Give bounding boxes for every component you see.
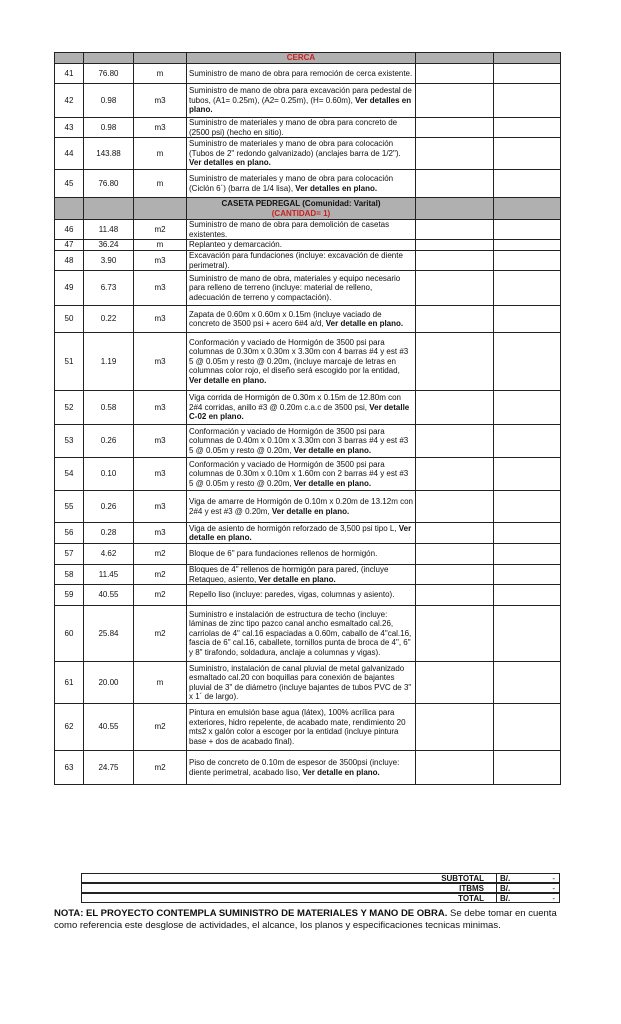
unit: m3 [134, 391, 187, 425]
unit: m2 [134, 606, 187, 662]
unit-price [416, 220, 494, 240]
section-row-caseta [55, 198, 561, 220]
quantity: 20.00 [84, 662, 134, 704]
unit-price [416, 391, 494, 425]
itbms-label: ITBMS [459, 884, 484, 893]
table-row [55, 84, 561, 118]
line-total [494, 425, 561, 458]
line-total [494, 118, 561, 138]
table-row [55, 523, 561, 544]
quantity: 6.73 [84, 271, 134, 306]
quantity: 0.28 [84, 523, 134, 544]
table-row [55, 271, 561, 306]
quantity: 0.26 [84, 491, 134, 523]
description-cell [187, 751, 416, 785]
unit-price [416, 585, 494, 606]
subtotal-value: - [552, 874, 555, 883]
unit: m3 [134, 306, 187, 333]
description-cell [187, 251, 416, 271]
description: Suministro de materiales y mano de obra para concreto de (2500 psi) (hecho en sitio). [189, 118, 398, 137]
description-cell [187, 458, 416, 491]
unit-price [416, 306, 494, 333]
quantity: 3.90 [84, 251, 134, 271]
item-number: 47 [55, 240, 84, 251]
unit: m [134, 662, 187, 704]
table-row [55, 751, 561, 785]
line-total [494, 751, 561, 785]
item-number: 44 [55, 138, 84, 170]
itbms-row [81, 883, 560, 893]
unit: m3 [134, 118, 187, 138]
table-row [55, 240, 561, 251]
section-title-cerca: CERCA [286, 53, 316, 63]
line-total [494, 251, 561, 271]
subtotal-label: SUBTOTAL [441, 874, 484, 883]
quantity: 11.45 [84, 565, 134, 585]
unit-price [416, 704, 494, 751]
description: Zapata de 0.60m x 0.60m x 0.15m (incluye vaciado de concreto de 3500 psi + acero 6#4 a/d, [189, 309, 382, 328]
plan-reference: Ver detalles en plano. [295, 183, 378, 193]
item-number: 50 [55, 306, 84, 333]
table-row [55, 391, 561, 425]
item-number: 53 [55, 425, 84, 458]
item-number: 41 [55, 64, 84, 84]
subtotal-row [81, 873, 560, 883]
line-total [494, 170, 561, 198]
project-note [54, 908, 564, 932]
item-number: 62 [55, 704, 84, 751]
unit-price [416, 751, 494, 785]
plan-reference: Ver detalle C-02 en plano. [189, 402, 410, 422]
description-cell [187, 220, 416, 240]
description: Repello liso (incluye: paredes, vigas, columnas y asiento). [189, 590, 395, 600]
quantity: 76.80 [84, 170, 134, 198]
description: Conformación y vaciado de Hormigón de 3500 psi para columnas de 0.30m x 0.10m x 1.60m con 2 barras #4 y est #3 5 @ 0.05m y resto @ 0.20m, [189, 459, 409, 488]
unit: m2 [134, 544, 187, 565]
description: Conformación y vaciado de Hormigón de 3500 psi para columnas de 0.40m x 0.10m x 3.30m con 3 barras #4 y est #3 5 @ 0.05m y resto @ 0.20m, [189, 426, 409, 455]
unit-price [416, 458, 494, 491]
quantity: 0.22 [84, 306, 134, 333]
line-total [494, 585, 561, 606]
total-label: TOTAL [458, 894, 484, 903]
description: Viga de asiento de hormigón reforzado de 3,500 psi tipo L, [189, 523, 399, 533]
item-number: 46 [55, 220, 84, 240]
line-total [494, 271, 561, 306]
description-cell [187, 585, 416, 606]
unit: m3 [134, 523, 187, 544]
table-row [55, 662, 561, 704]
unit: m3 [134, 425, 187, 458]
table-body [55, 53, 561, 785]
unit-price [416, 565, 494, 585]
line-total [494, 491, 561, 523]
plan-reference: Ver detalles en plano. [189, 95, 412, 115]
description: Bloques de 4" rellenos de hormigón para pared, (incluye Retaqueo, asiento, [189, 565, 389, 584]
item-number: 60 [55, 606, 84, 662]
plan-reference: Ver detalle en plano. [271, 506, 350, 516]
table-row [55, 118, 561, 138]
total-row [81, 893, 560, 903]
line-total [494, 240, 561, 251]
item-number: 55 [55, 491, 84, 523]
unit: m2 [134, 585, 187, 606]
unit-price [416, 523, 494, 544]
unit-price [416, 491, 494, 523]
description: Suministro, instalación de canal pluvial de metal galvanizado esmaltado cal.20 con boquillas para conexión de bajantes pluvial de 3" de diámetro (incluye bajantes de tubos PVC de 3" x 1´ de largo). [189, 663, 412, 701]
unit: m3 [134, 271, 187, 306]
itbms-value: - [552, 884, 555, 893]
plan-reference: Ver detalle en plano. [293, 445, 372, 455]
table-row [55, 565, 561, 585]
table-row [55, 425, 561, 458]
section-row-cerca [55, 53, 561, 64]
total-currency: B/. [496, 894, 562, 903]
item-number: 58 [55, 565, 84, 585]
table-row [55, 458, 561, 491]
description-cell [187, 138, 416, 170]
item-number: 48 [55, 251, 84, 271]
unit-price [416, 240, 494, 251]
item-number: 59 [55, 585, 84, 606]
note-bold: NOTA: EL PROYECTO CONTEMPLA SUMINISTRO DE MATERIALES Y MANO DE OBRA. [54, 908, 448, 919]
description: Replanteo y demarcación. [189, 240, 282, 250]
description-cell [187, 170, 416, 198]
description-cell [187, 662, 416, 704]
unit: m3 [134, 458, 187, 491]
plan-reference: Ver detalle en plano. [293, 478, 372, 488]
quantity: 143.88 [84, 138, 134, 170]
description-cell [187, 491, 416, 523]
unit: m3 [134, 491, 187, 523]
description-cell [187, 240, 416, 251]
section-quantity: (CANTIDAD= 1) [271, 208, 331, 218]
line-total [494, 565, 561, 585]
description-cell [187, 64, 416, 84]
plan-reference: Ver detalle en plano. [258, 574, 336, 584]
description: Conformación y vaciado de Hormigón de 3500 psi para columnas de 0.30m x 0.30m x 3.30m con 4 barras #4 y est #3 5 @ 0.05m y resto @ 0.20m, (incluye marcaje de letras en columnas color rojo, el diseño será escogido por la entidad, [189, 337, 409, 376]
quantity: 36.24 [84, 240, 134, 251]
plan-reference: Ver detalle en plano. [189, 523, 412, 542]
line-total [494, 138, 561, 170]
quantity: 40.55 [84, 704, 134, 751]
item-number: 45 [55, 170, 84, 198]
description: Pintura en emulsión base agua (látex), 100% acrílica para exteriores, hidro repelente, de acabado mate, rendimiento 20 mts2 x galón color a escoger por la entidad (incluye pintura base + dos de acabado final). [189, 708, 406, 746]
quantity: 1.19 [84, 333, 134, 391]
quantity: 0.26 [84, 425, 134, 458]
plan-reference: Ver detalle en plano. [325, 319, 404, 328]
unit: m [134, 64, 187, 84]
unit: m3 [134, 333, 187, 391]
line-total [494, 704, 561, 751]
description: Suministro e instalación de estructura de techo (incluye: láminas de zinc tipo pazco canal ancho esmaltado cal.26, carriolas de 4" cal.16 espaciadas a 0.60m, caballo de 4"cal.16, fascia de 6" cal.16, caballete, tornillos punta de broca de 4", 6" y 8" tirafondo, soldadura, anclaje a columnas y vigas). [189, 609, 412, 657]
description: Piso de concreto de 0.10m de espesor de 3500psi (incluye: diente perimetral, acabado liso, [189, 758, 400, 777]
description-cell [187, 271, 416, 306]
quantity: 0.98 [84, 84, 134, 118]
description: Excavación para fundaciones (incluye: excavación de diente perimetral). [189, 251, 403, 270]
description-cell [187, 544, 416, 565]
quantity: 24.75 [84, 751, 134, 785]
description: Suministro de mano de obra para excavación para pedestal de tubos, (A1= 0.25m), (A2= 0.25m), (H= 0.60m), [189, 86, 412, 105]
section-title-caseta: CASETA PEDREGAL (Comunidad: Varital) [221, 199, 381, 208]
line-total [494, 662, 561, 704]
description-cell [187, 333, 416, 391]
description-cell [187, 704, 416, 751]
plan-reference: Ver detalles en plano. [189, 158, 271, 168]
description-cell [187, 118, 416, 138]
unit-price [416, 425, 494, 458]
quantity: 0.10 [84, 458, 134, 491]
item-number: 49 [55, 271, 84, 306]
table-row [55, 544, 561, 565]
description-cell [187, 523, 416, 544]
line-total [494, 606, 561, 662]
description-cell [187, 425, 416, 458]
table-row [55, 138, 561, 170]
line-total [494, 391, 561, 425]
unit: m [134, 170, 187, 198]
description: Suministro de mano de obra para demolición de casetas existentes. [189, 220, 390, 239]
description-cell [187, 606, 416, 662]
table-row [55, 251, 561, 271]
line-total [494, 333, 561, 391]
unit-price [416, 170, 494, 198]
unit: m3 [134, 251, 187, 271]
unit: m2 [134, 565, 187, 585]
item-number: 43 [55, 118, 84, 138]
description-cell [187, 306, 416, 333]
line-total [494, 523, 561, 544]
itbms-currency: B/. [496, 884, 562, 893]
unit: m [134, 138, 187, 170]
unit-price [416, 662, 494, 704]
description: Suministro de materiales y mano de obra para colocación (Tubos de 2" redondo galvanizado) (anclajes barra de 1/2"). [189, 139, 401, 158]
description-cell [187, 391, 416, 425]
table-row [55, 220, 561, 240]
table-row [55, 64, 561, 84]
item-number: 42 [55, 84, 84, 118]
item-number: 54 [55, 458, 84, 491]
unit: m3 [134, 84, 187, 118]
description-cell [187, 565, 416, 585]
unit-price [416, 84, 494, 118]
unit-price [416, 138, 494, 170]
line-total [494, 458, 561, 491]
description: Bloque de 6" para fundaciones rellenos de hormigón. [189, 549, 378, 559]
unit-price [416, 251, 494, 271]
line-total [494, 544, 561, 565]
unit: m2 [134, 751, 187, 785]
description: Viga corrida de Hormigón de 0.30m x 0.15m de 12.80m con 2#4 corridas, anillo #3 @ 0.20m c.a.c de 3500 psi, [189, 393, 401, 412]
unit-price [416, 64, 494, 84]
unit-price [416, 118, 494, 138]
description: Viga de amarre de Hormigón de 0.10m x 0.20m de 13.12m con 2#4 y est #3 @ 0.20m, [189, 497, 413, 516]
description: Suministro de materiales y mano de obra para colocación (Ciclón 6´) (barra de 1/4 lisa), [189, 174, 394, 193]
table-row [55, 333, 561, 391]
line-total [494, 306, 561, 333]
description-cell [187, 84, 416, 118]
item-number: 56 [55, 523, 84, 544]
unit-price [416, 544, 494, 565]
line-total [494, 64, 561, 84]
unit-price [416, 271, 494, 306]
line-total [494, 220, 561, 240]
quantity: 11.48 [84, 220, 134, 240]
quantity: 76.80 [84, 64, 134, 84]
line-total [494, 84, 561, 118]
subtotal-currency: B/. [496, 874, 562, 883]
quantity: 25.84 [84, 606, 134, 662]
quantity: 4.62 [84, 544, 134, 565]
description: Suministro de mano de obra, materiales y equipo necesario para relleno de terreno (incluye: material de relleno, adecuación de terreno y compactación). [189, 273, 401, 302]
plan-reference: Ver detalle en plano. [302, 767, 380, 777]
unit: m2 [134, 220, 187, 240]
plan-reference: Ver detalle en plano. [189, 375, 267, 385]
unit: m2 [134, 704, 187, 751]
item-number: 61 [55, 662, 84, 704]
quantity: 0.98 [84, 118, 134, 138]
table-row [55, 306, 561, 333]
total-value: - [552, 894, 555, 903]
item-number: 52 [55, 391, 84, 425]
table-row [55, 585, 561, 606]
item-number: 63 [55, 751, 84, 785]
note-text: Se debe tomar en cuenta como referencia este desglose de actividades, el alcance, los planos y especificaciones tecnicas minimas. [54, 908, 557, 931]
unit-price [416, 606, 494, 662]
quantity: 0.58 [84, 391, 134, 425]
unit: m [134, 240, 187, 251]
quantities-table [54, 52, 561, 785]
item-number: 57 [55, 544, 84, 565]
table-row [55, 606, 561, 662]
item-number: 51 [55, 333, 84, 391]
quantity: 40.55 [84, 585, 134, 606]
table-row [55, 170, 561, 198]
description: Suministro de mano de obra para remoción de cerca existente. [189, 68, 413, 78]
unit-price [416, 333, 494, 391]
table-row [55, 704, 561, 751]
table-row [55, 491, 561, 523]
